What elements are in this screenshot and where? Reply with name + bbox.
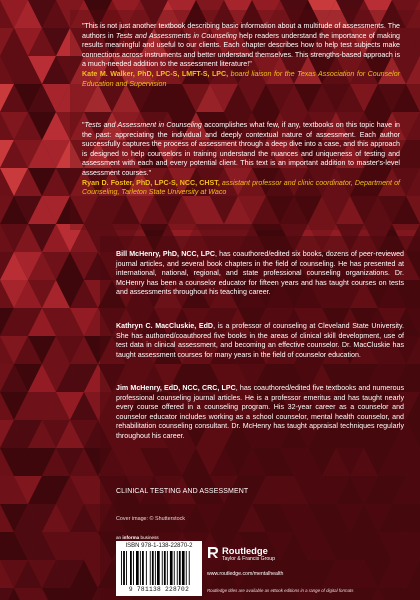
barcode-bar bbox=[133, 551, 134, 585]
barcode-bar bbox=[121, 551, 122, 585]
barcode-bar bbox=[130, 551, 132, 585]
review-quote-2 bbox=[82, 121, 400, 198]
barcode-bar bbox=[164, 551, 166, 585]
series-label: CLINICAL TESTING AND ASSESSMENT bbox=[116, 488, 249, 495]
barcode-bar bbox=[126, 551, 127, 585]
routledge-logo-icon bbox=[207, 546, 219, 559]
barcode-bar bbox=[170, 551, 173, 585]
barcode-bar bbox=[189, 551, 190, 585]
barcode-bar bbox=[136, 551, 139, 585]
publisher-url[interactable]: www.routledge.com/mentalhealth bbox=[207, 571, 284, 577]
author-bio-kathryn-maccluskie: Kathryn C. MacCluskie, EdD, is a professor of counseling at Cleveland State University. She has authored/coauthored five books in the areas of clinical skill development, use of test data in clinical assessment, and becoming an effective counselor. Dr. MacCluskie has taught assessment courses for many years in the field of counselor education. bbox=[116, 322, 404, 359]
barcode-bar bbox=[146, 551, 147, 585]
barcode-bar bbox=[142, 551, 144, 585]
barcode-bars bbox=[121, 551, 197, 585]
author-bio-bill-mchenry: Bill McHenry, PhD, NCC, LPC, has coauthored/edited six books, dozens of peer-reviewed journal articles, and several book chapters in the field of counseling. He has presented at international, national, regional, and state professional counseling organizations. Dr. McHenry has been a counselor educator for fifteen years and has taught courses on tests and assessments throughout his teaching career. bbox=[116, 250, 404, 297]
ebook-note: Routledge titles are available as eBook editions in a range of digital formats bbox=[207, 588, 354, 593]
isbn-barcode bbox=[116, 541, 202, 596]
quote-attribution: Ryan D. Foster, PhD, LPC-S, NCC, CHST, assistant professor and clinic coordinator, Department of Counseling, Tarleton State University at Waco bbox=[82, 178, 400, 197]
barcode-bar bbox=[150, 551, 151, 585]
barcode-digits: 9 781138 228702 bbox=[128, 586, 190, 593]
publisher-tagline: Taylor & Francis Group bbox=[222, 556, 276, 562]
quote-attribution: Kate M. Walker, PhD, LPC-S, LMFT-S, LPC, board liaison for the Texas Association for Counselor Education and Supervision bbox=[82, 69, 400, 88]
review-quote-1 bbox=[82, 22, 400, 89]
isbn-label: ISBN 978-1-138-22870-2 bbox=[125, 543, 193, 549]
barcode-bar bbox=[162, 551, 163, 585]
barcode-bar bbox=[123, 551, 125, 585]
barcode-bar bbox=[186, 551, 187, 585]
quote-text: "Tests and Assessment in Counseling accomplishes what few, if any, textbooks on this topic have in the past: appreciating the individual and deeply contextual nature of assessment. Each author successfully captures the process of assessment through a deep dive into a case, and this approach is designed to help counselors in training understand the nuances and uniqueness of testing and assessment with each and every potential client. This text is an important addition to master's-level assessment courses." bbox=[82, 121, 400, 177]
barcode-bar bbox=[167, 551, 168, 585]
barcode-bar bbox=[152, 551, 154, 585]
barcode-bar bbox=[177, 551, 178, 585]
barcode-bar bbox=[140, 551, 141, 585]
barcode-bar bbox=[174, 551, 175, 585]
cover-image-credit: Cover image: © Shutterstock bbox=[116, 516, 185, 522]
barcode-bar bbox=[179, 551, 181, 585]
barcode-bar bbox=[182, 551, 185, 585]
barcode-bar bbox=[157, 551, 160, 585]
author-bio-jim-mchenry: Jim McHenry, EdD, NCC, CRC, LPC, has coauthored/edited five textbooks and numerous professional counseling journal articles. He is a professor emeritus and has taught nearly every course offered in a counseling program. His 32-year career as a counselor and counselor educator includes working as a school counselor, mental health counselor, and rehabilitation counseling consultant. Dr. McHenry has taught appraisal techniques regularly throughout his career. bbox=[116, 384, 405, 440]
publisher-name: Routledge bbox=[222, 545, 268, 556]
informa-imprint: an informa business bbox=[116, 535, 159, 540]
quote-text: "This is not just another textbook describing basic information about a multitude of assessments. The authors in Tests and Assessments in Counseling help readers understand the importance of making results meaningful and useful to our clients. Each chapter describes how to help test subjects make connections across instruments and better understand themselves. This strengths-based approach is a much-needed addition to the assessment literature!" bbox=[82, 22, 400, 69]
barcode-bar bbox=[155, 551, 156, 585]
